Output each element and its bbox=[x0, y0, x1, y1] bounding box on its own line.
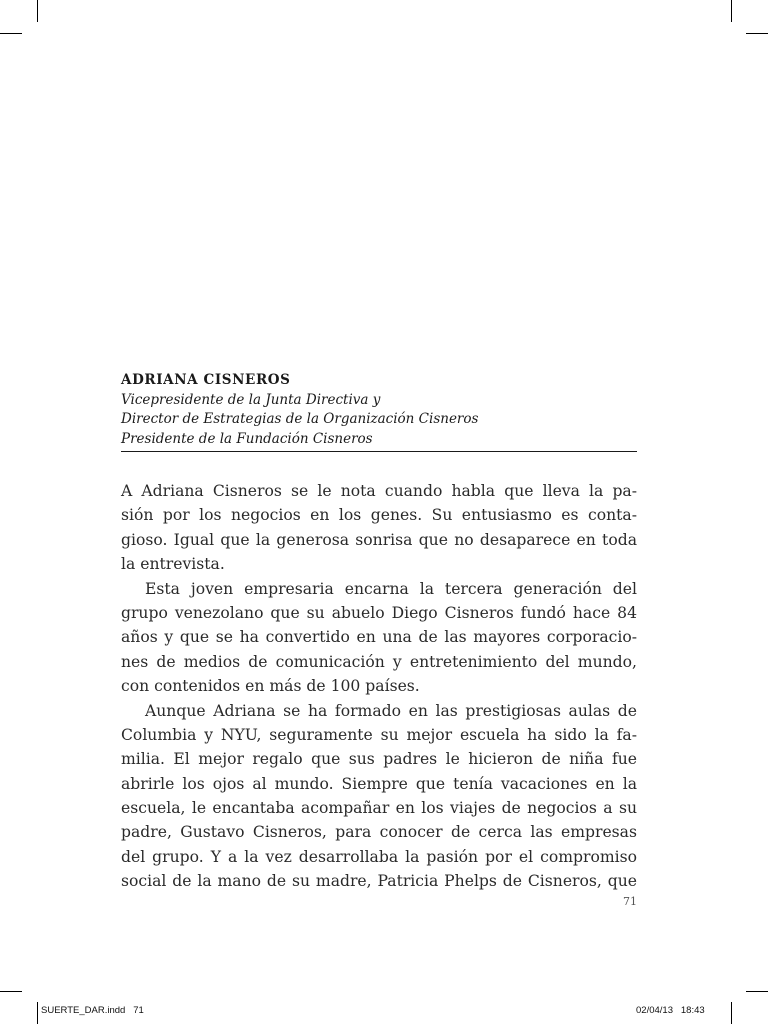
crop-mark bbox=[37, 0, 38, 22]
crop-mark bbox=[746, 991, 768, 992]
text-line: del grupo. Y a la vez desarrollaba la pasión por el compromiso bbox=[121, 847, 637, 866]
crop-mark bbox=[37, 1002, 38, 1024]
crop-mark bbox=[0, 33, 22, 34]
role-line: Vicepresidente de la Junta Directiva y bbox=[121, 391, 381, 408]
person-name: ADRIANA CISNEROS bbox=[121, 372, 291, 388]
paragraph bbox=[121, 699, 637, 894]
crop-mark bbox=[731, 0, 732, 22]
text-line: milia. El mejor regalo que sus padres le hicieron de niña fue bbox=[121, 750, 637, 769]
slug-filename: SUERTE_DAR.indd 71 bbox=[41, 1005, 144, 1016]
text-line: años y que se ha convertido en una de las mayores corporacio- bbox=[121, 628, 637, 647]
text-line: Esta joven empresaria encarna la tercera generación del bbox=[145, 579, 637, 598]
text-line: escuela, le encantaba acompañar en los viajes de negocios a su bbox=[121, 799, 637, 818]
text-line: Aunque Adriana se ha formado en las prestigiosas aulas de bbox=[145, 701, 637, 720]
text-line: con contenidos en más de 100 países. bbox=[121, 677, 420, 696]
profile-header bbox=[121, 371, 637, 449]
role-line: Director de Estrategias de la Organización Cisneros bbox=[121, 411, 479, 427]
text-line: nes de medios de comunicación y entretenimiento del mundo, bbox=[121, 652, 637, 671]
paragraph bbox=[121, 479, 637, 577]
body-text bbox=[121, 479, 637, 894]
text-line: gioso. Igual que la generosa sonrisa que no desaparece en toda bbox=[121, 530, 637, 549]
text-line: grupo venezolano que su abuelo Diego Cisneros fundó hace 84 bbox=[121, 603, 637, 622]
crop-mark bbox=[0, 991, 22, 992]
text-line: padre, Gustavo Cisneros, para conocer de cerca las empresas bbox=[121, 823, 637, 842]
text-line: social de la mano de su madre, Patricia Phelps de Cisneros, que bbox=[121, 872, 637, 891]
header-divider bbox=[121, 451, 637, 452]
slug-timestamp: 02/04/13 18:43 bbox=[636, 1005, 705, 1016]
text-line: la entrevista. bbox=[121, 555, 225, 574]
paragraph bbox=[121, 577, 637, 699]
text-line: sión por los negocios en los genes. Su entusiasmo es conta- bbox=[121, 506, 637, 525]
text-line: Columbia y NYU, seguramente su mejor escuela ha sido la fa- bbox=[121, 725, 637, 744]
text-line: A Adriana Cisneros se le nota cuando habla que lleva la pa- bbox=[121, 482, 637, 500]
page-number: 71 bbox=[623, 895, 637, 908]
role-line: Presidente de la Fundación Cisneros bbox=[121, 430, 373, 447]
crop-mark bbox=[746, 33, 768, 34]
text-line: abrirle los ojos al mundo. Siempre que tenía vacaciones en la bbox=[121, 774, 637, 793]
crop-mark bbox=[731, 1002, 732, 1024]
